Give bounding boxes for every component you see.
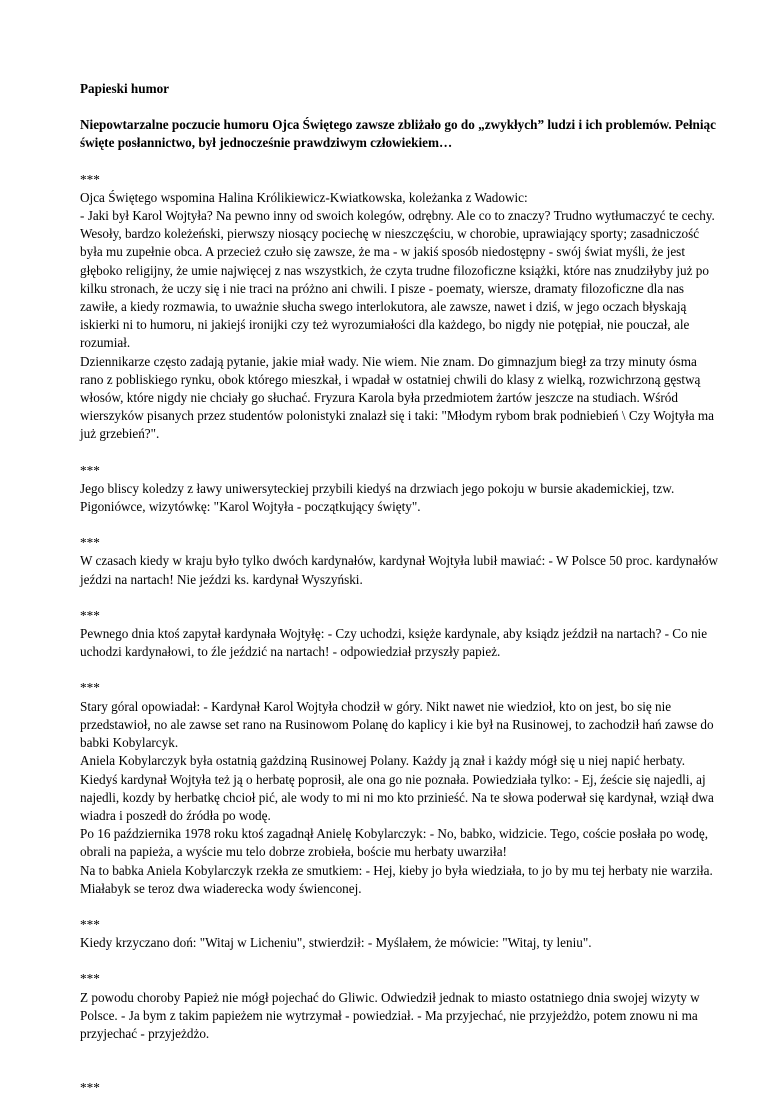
anecdote-section — [80, 679, 720, 897]
section-separator: *** — [80, 1080, 100, 1096]
anecdote-section — [80, 970, 720, 1043]
paragraph: Z powodu choroby Papież nie mógł pojechać do Gliwic. Odwiedził jednak to miasto ostatniego dnia swojej wizyty w Polsce. - Ja bym z takim papieżem nie wytrzymał - powiedział. - Ma przyjechać, nie przyjeżdżo, potem znowu ni ma przyjechać - przyjeżdżo. — [80, 989, 700, 1041]
paragraph: Stary góral opowiadał: - Kardynał Karol Wojtyła chodził w góry. Nikt nawet nie wiedzioł, kto on jest, bo się nie przedstawioł, no ale zawse set rano na Rusinowom Polanę do kaplicy i kie był na Rusinowej, to zachodził hań zawse do babki Kobylarcyk. — [80, 698, 714, 751]
paragraph: W czasach kiedy w kraju było tylko dwóch kardynałów, kardynał Wojtyła lubił mawiać: - W Polsce 50 proc. kardynałów jeździ na nartach! Nie jeździ ks. kardynał Wyszyński. — [80, 553, 719, 587]
section-separator: *** — [80, 171, 100, 187]
paragraph: Pewnego dnia ktoś zapytał kardynała Wojtyłę: - Czy uchodzi, księże kardynale, aby ksiądz jeździł na nartach? - Co nie uchodzi kardynałowi, to źle jeździć na nartach! - odpowiedział przyszły papież. — [80, 626, 708, 660]
document-title: Papieski humor — [80, 81, 170, 96]
anecdote-section — [80, 916, 720, 952]
document-lead: Niepowtarzalne poczucie humoru Ojca Świętego zawsze zbliżało go do „zwykłych” ludzi i ich problemów. Pełniąc święte posłannictwo, był jednocześnie prawdziwym człowiekiem… — [80, 117, 716, 151]
section-separator: *** — [80, 535, 100, 551]
anecdote-section — [80, 607, 720, 662]
paragraph: - Jaki był Karol Wojtyła? Na pewno inny od swoich kolegów, odrębny. Ale co to znaczy? Trudno wytłumaczyć te cechy. Wesoły, bardzo koleżeński, pierwszy niosący pociechę w nieszczęściu, w chorobie, uprawiający sporty; zasadniczość była mu zupełnie obca. A przecież czuło się zawsze, że ma - w jakiś sposób niedostępny - swój świat myśli, że jest głęboko religijny, że umie najwięcej z nas wszystkich, że czyta trudne filozoficzne książki, które nas znudziłyby już po kilku stronach, że uczy się i nie traci na próżno ani chwili. I pisze - poematy, wiersze, dramaty filozoficzne dla nas zawiłe, a kiedy rozmawia, to uważnie słucha swego interlokutora, ale zawsze, nawet i dziś, w jego oczach błyskają iskierki ni to humoru, ni jakiejś ironijki czy też wyrozumiałości dla każdego, bo nigdy nie potępiał, nie pouczał, ale rozumiał. — [80, 208, 715, 351]
section-separator: *** — [80, 916, 100, 932]
anecdote-section — [80, 1079, 720, 1097]
paragraph: Na to babka Aniela Kobylarczyk rzekła ze smutkiem: - Hej, kieby jo była wiedziała, to jo by mu tej herbaty nie warziła. Miałabyk se teroz dwa wiaderecka wody świenconej. — [80, 862, 713, 896]
section-separator: *** — [80, 607, 100, 623]
section-separator: *** — [80, 462, 100, 478]
anecdote-section — [80, 534, 720, 589]
anecdote-section — [80, 462, 720, 517]
paragraph: Po 16 października 1978 roku ktoś zagadnął Anielę Kobylarczyk: - No, babko, widzicie. Tego, coście posłała po wodę, obrali na papieża, a wyście mu telo dobrze zrobieła, boście mu herbaty uwarziła! — [80, 826, 708, 860]
paragraph: Aniela Kobylarczyk była ostatnią gażdziną Rusinowej Polany. Każdy ją znał i każdy mógł się u niej napić herbaty. Kiedyś kardynał Wojtyła też ją o herbatę poprosił, ale ona go nie poznała. Powiedziała tylko: - Ej, źeście się najedli, aj najedli, kozdy by herbatkę chcioł pić, ale wody to mi ni mo kto przinieść. Na te słowa poderwał się kardynał, wziął dwa wiadra i poszedł do źródła po wodę. — [80, 753, 714, 823]
section-separator: *** — [80, 680, 100, 696]
document-page — [80, 80, 720, 1115]
paragraph: Jego bliscy koledzy z ławy uniwersyteckiej przybili kiedyś na drzwiach jego pokoju w bursie akademickiej, tzw. Pigoniówce, wizytówkę: "Karol Wojtyła - początkujący święty". — [80, 480, 675, 515]
paragraph: Dziennikarze często zadają pytanie, jakie miał wady. Nie wiem. Nie znam. Do gimnazjum biegł za trzy minuty ósma rano z pobliskiego rynku, obok którego mieszkał, i wpadał w ostatniej chwili do klasy z wielką, rozwichrzoną gęstwą włosów, które nigdy nie chciały go słuchać. Fryzura Karola była przedmiotem żartów jeszcze na studiach. Wśród wierszyków pisanych przez studentów polonistyki znalazł się i taki: "Młodym rybom brak podniebień \ Czy Wojtyła ma już grzebień?". — [80, 353, 715, 442]
section-separator: *** — [80, 971, 100, 987]
paragraph: Ojca Świętego wspomina Halina Królikiewicz-Kwiatkowska, koleżanka z Wadowic: — [80, 189, 528, 205]
paragraph: Kiedy krzyczano doń: "Witaj w Licheniu", stwierdził: - Myślałem, że mówicie: "Witaj, ty leniu". — [80, 935, 592, 951]
anecdote-section — [80, 171, 720, 444]
